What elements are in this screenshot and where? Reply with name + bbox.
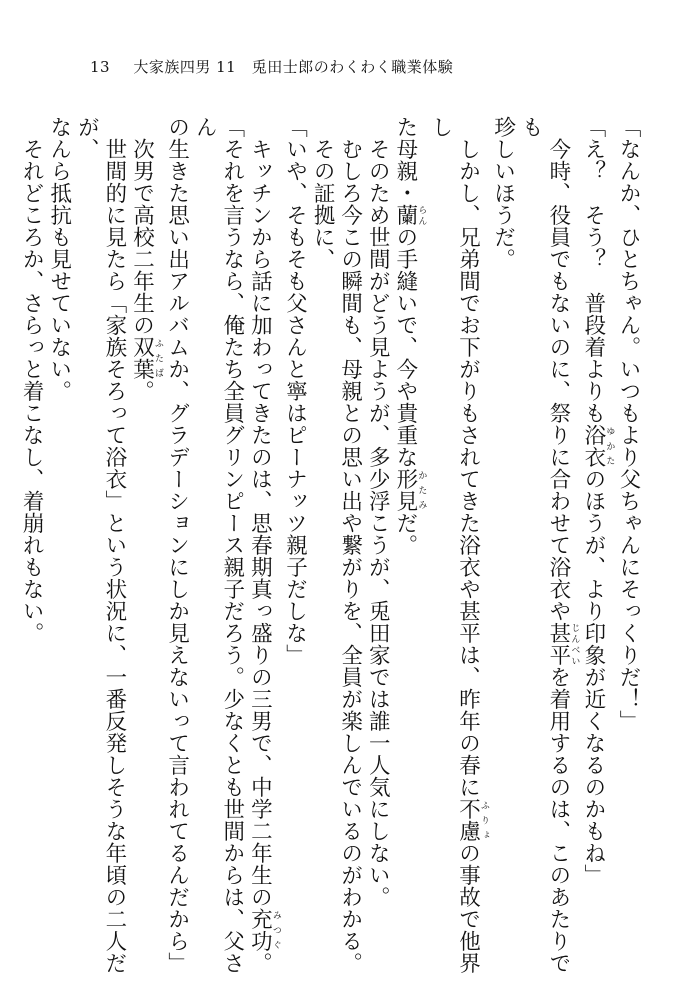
text-segment: 珍しいほうだ。 [490,116,516,270]
text-line-l9 [308,116,336,986]
ruby-base: 双葉 [129,335,155,380]
text-segment: むしろ今この瞬間も、母親との思い出や繋がりを、全員が楽しんでいるのがわかる。 [337,137,363,974]
text-segment: 「え？ そう？ 普段着よりも [580,116,606,424]
ruby-base: 充功 [247,907,273,952]
ruby-base: 甚平 [545,621,571,666]
ruby-reading: みつぐ [270,907,281,952]
text-segment: 今時、役員でもないのに、祭りに合わせて浴衣や [545,137,571,622]
text-segment: た母親・ [392,116,418,204]
text-segment: そのため世間がどう見ようが、多少浮こうが、兎田家では誰一人気にしない。 [365,137,391,908]
ruby-annotated-word [455,797,490,842]
text-line-l14 [128,116,163,986]
text-segment: その証拠に、 [310,137,336,270]
text-segment: しかし、兄弟間でお下がりもされてきた浴衣や甚平は、昨年の春に [455,137,481,798]
text-line-l7 [364,116,392,986]
ruby-annotated-word [545,621,580,666]
text-segment: 「いや、そもそも父さんと寧はピーナッツ親子だしな」 [282,116,308,666]
ruby-annotated-word [392,468,427,512]
text-segment: キッチンから話に加わってきたのは、思春期真っ盛りの三男で、中学二年生の [247,137,273,908]
ruby-annotated-word [580,424,615,468]
ruby-reading: かたみ [416,468,427,512]
page-number: 13 [90,58,111,76]
text-segment: それどころか、さらっと着こなし、着崩れもない。 [19,137,45,644]
text-segment: の生きた思い出アルバムか、グラデーションにしか見えないって言われてるんだから」 [164,116,190,974]
text-line-l3 [517,116,580,986]
text-segment: 次男で高校二年生の [129,137,155,336]
running-title: 大家族四男 11 兎田士郎のわくわく職業体験 [133,58,454,76]
text-segment: 「それを言うなら、俺たち全員グリンピース親子だろう。少なくとも世間からは、父さん [192,116,245,974]
text-line-l8 [336,116,364,986]
text-line-l16 [45,116,73,986]
ruby-base: 不慮 [455,797,481,842]
ruby-reading: じんべい [569,621,580,666]
text-segment: だ。 [392,512,418,556]
text-line-l13 [163,116,191,986]
text-line-l11 [246,116,281,986]
text-line-l12 [191,116,246,986]
text-line-l17 [18,116,46,986]
ruby-annotated-word [247,907,281,952]
text-segment: なんら抵抗も見せていない。 [46,116,72,402]
text-line-l6 [391,116,426,986]
text-segment: 。 [247,951,273,974]
ruby-base: 蘭 [392,204,418,226]
text-segment: の手縫いで、今や貴重な [392,226,418,468]
text-segment: 世間的に見たら「家族そろって浴衣」という状況に、一番反発しそうな年頃の二人だが、 [74,116,127,974]
ruby-reading: ふりょ [479,797,490,842]
text-line-l5 [426,116,489,986]
text-line-l2 [579,116,614,986]
text-segment: のほうが、より印象が近くなるのかもね」 [580,468,606,886]
ruby-reading: ゆかた [604,424,615,468]
text-segment: 「なんか、ひとちゃん。いつもより父ちゃんにそっくりだ！」 [616,116,641,732]
text-segment: の事故で他界し [427,116,481,974]
text-line-l1 [614,116,642,986]
ruby-base: 浴衣 [580,424,606,468]
text-line-l4 [489,116,517,986]
vertical-body-text [19,116,642,986]
ruby-reading: ふたば [153,335,163,380]
page-header [90,56,453,77]
ruby-annotated-word [392,204,427,226]
ruby-annotated-word [129,335,163,380]
ruby-reading: らん [416,204,427,226]
ruby-base: 形見 [392,468,418,512]
text-segment: を着用するのは、このあたりでも [518,116,571,974]
text-segment: 。 [129,379,155,402]
text-line-l10 [281,116,309,986]
text-line-l15 [73,116,128,986]
